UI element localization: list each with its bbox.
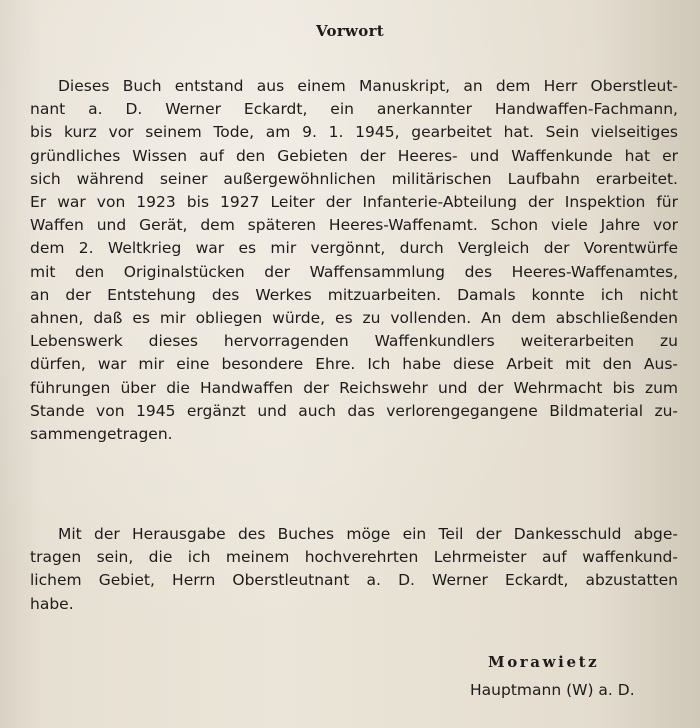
signature-name: Morawietz <box>488 653 600 671</box>
text-line: Stande von 1945 ergänzt und auch das verlorengegangene Bildmaterial zu- <box>30 401 678 420</box>
paragraph-2 <box>30 523 678 616</box>
text-line: sammengetragen. <box>30 425 173 444</box>
text-line: gründliches Wissen auf den Gebieten der Heeres- und Waffenkunde hat er <box>30 146 678 165</box>
page-title: Vorwort <box>315 22 385 40</box>
text-line: dem 2. Weltkrieg war es mir vergönnt, durch Vergleich der Vorentwürfe <box>30 239 678 258</box>
text-line: führungen über die Handwaffen der Reichswehr und der Wehrmacht bis zum <box>30 378 678 397</box>
text-line: nant a. D. Werner Eckardt, ein anerkannter Handwaffen-Fachmann, <box>30 100 678 119</box>
text-line: habe. <box>30 594 74 613</box>
signature-rank: Hauptmann (W) a. D. <box>470 681 635 699</box>
text-line: Dieses Buch entstand aus einem Manuskript, an dem Herr Oberstleut- <box>58 77 678 95</box>
text-line: Waffen und Gerät, dem späteren Heeres-Waffenamt. Schon viele Jahre vor <box>30 216 678 235</box>
text-line: tragen sein, die ich meinem hochverehrten Lehrmeister auf waffenkund- <box>30 548 678 567</box>
text-line: Lebenswerk dieses hervorragenden Waffenkundlers weiterarbeiten zu <box>30 332 678 351</box>
text-line: ahnen, daß es mir obliegen würde, es zu vollenden. An dem abschließenden <box>30 309 678 328</box>
text-line: mit den Originalstücken der Waffensammlung des Heeres-Waffenamtes, <box>30 262 678 281</box>
text-line: sich während seiner außergewöhnlichen militärischen Laufbahn erarbeitet. <box>30 169 678 188</box>
text-line: lichem Gebiet, Herrn Oberstleutnant a. D. Werner Eckardt, abzustatten <box>30 571 678 590</box>
text-line: Er war von 1923 bis 1927 Leiter der Infanterie-Abteilung der Inspektion für <box>30 193 678 212</box>
text-line: an der Entstehung des Werkes mitzuarbeiten. Damals konnte ich nicht <box>30 285 678 304</box>
text-line: Mit der Herausgabe des Buches möge ein Teil der Dankesschuld abge- <box>58 525 678 543</box>
paragraph-1 <box>30 75 678 446</box>
text-line: bis kurz vor seinem Tode, am 9. 1. 1945, gearbeitet hat. Sein vielseitiges <box>30 123 678 142</box>
text-line: dürfen, war mir eine besondere Ehre. Ich habe diese Arbeit mit den Aus- <box>30 355 678 374</box>
